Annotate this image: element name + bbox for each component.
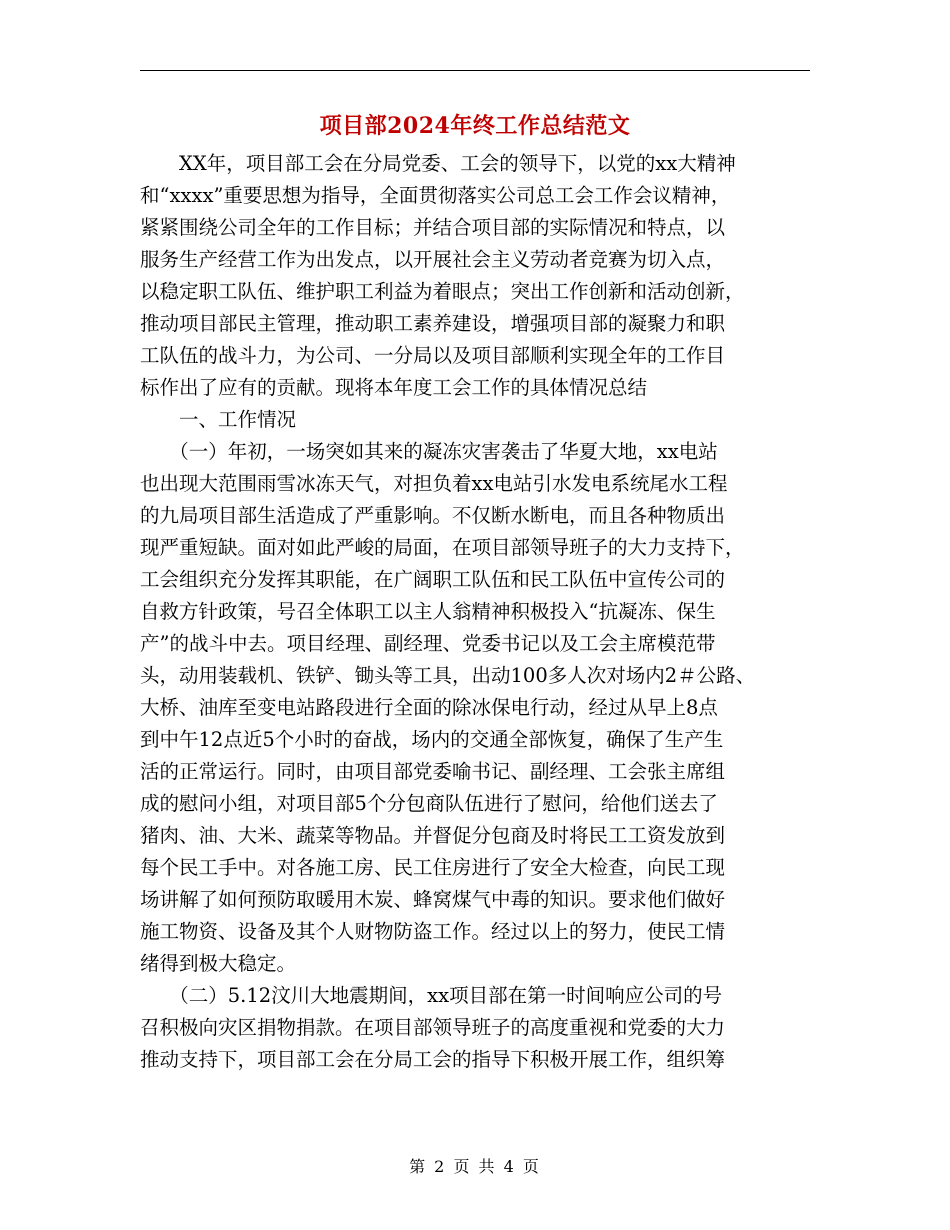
body-text-line: 以稳定职工队伍、维护职工利益为着眼点；突出工作创新和活动创新， [140, 280, 745, 303]
body-text-line: 场讲解了如何预防取暖用木炭、蜂窝煤气中毒的知识。要求他们做好 [140, 888, 726, 911]
body-text-line: 绪得到极大稳定。 [140, 952, 297, 975]
body-text-line: 施工物资、设备及其个人财物防盗工作。经过以上的努力，使民工情 [140, 920, 726, 943]
body-text-line: （二）5.12汶川大地震期间，xx项目部在第一时间响应公司的号 [140, 984, 723, 1007]
body-text-line: 的九局项目部生活造成了严重影响。不仅断水断电，而且各种物质出 [140, 504, 726, 527]
body-text-line: 现严重短缺。面对如此严峻的局面，在项目部领导班子的大力支持下， [140, 536, 745, 559]
body-text-line: 也出现大范围雨雪冰冻天气，对担负着xx电站引水发电系统尾水工程 [140, 472, 728, 495]
body-text-line: 一、工作情况 [140, 408, 297, 431]
body-text-line: 每个民工手中。对各施工房、民工住房进行了安全大检查，向民工现 [140, 856, 726, 879]
body-text-line: 成的慰问小组，对项目部5个分包商队伍进行了慰问，给他们送去了 [140, 792, 718, 815]
body-text-line: XX年，项目部工会在分局党委、工会的领导下，以党的xx大精神 [140, 152, 736, 175]
body-text-line: 工队伍的战斗力，为公司、一分局以及项目部顺利实现全年的工作目 [140, 344, 726, 367]
body-text-line: 自救方针政策，号召全体职工以主人翁精神积极投入“抗凝冻、保生 [140, 600, 716, 623]
document-body [140, 148, 812, 1076]
body-text-line: 推动项目部民主管理，推动职工素养建设，增强项目部的凝聚力和职 [140, 312, 726, 335]
body-text-line: 大桥、油库至变电站路段进行全面的除冰保电行动，经过从早上8点 [140, 696, 718, 719]
document-title: 项目部2024年终工作总结范文 [319, 113, 631, 139]
body-text-line: 到中午12点近5个小时的奋战，场内的交通全部恢复，确保了生产生 [140, 728, 724, 751]
body-text-line: （一）年初，一场突如其来的凝冻灾害袭击了华夏大地，xx电站 [140, 440, 718, 463]
body-text-line: 猪肉、油、大米、蔬菜等物品。并督促分包商及时将民工工资发放到 [140, 824, 726, 847]
body-text-line: 和“xxxx”重要思想为指导，全面贯彻落实公司总工会工作会议精神， [140, 184, 731, 207]
body-text-line: 推动支持下，项目部工会在分局工会的指导下积极开展工作，组织筹 [140, 1048, 726, 1071]
header-rule [140, 70, 810, 71]
body-text-line: 工会组织充分发挥其职能，在广阔职工队伍和民工队伍中宣传公司的 [140, 568, 726, 591]
body-text-line: 产”的战斗中去。项目经理、副经理、党委书记以及工会主席模范带 [140, 632, 716, 655]
page-number: 第 2 页 共 4 页 [409, 1157, 541, 1176]
body-text-line: 头，动用装载机、铁铲、锄头等工具，出动100多人次对场内2＃公路、 [140, 664, 756, 687]
body-text-line: 召积极向灾区捐物捐款。在项目部领导班子的高度重视和党委的大力 [140, 1016, 726, 1039]
body-text-line: 服务生产经营工作为出发点，以开展社会主义劳动者竞赛为切入点， [140, 248, 726, 271]
body-text-line: 紧紧围绕公司全年的工作目标；并结合项目部的实际情况和特点，以 [140, 216, 726, 239]
body-text-line: 活的正常运行。同时，由项目部党委喻书记、副经理、工会张主席组 [140, 760, 726, 783]
body-text-line: 标作出了应有的贡献。现将本年度工会工作的具体情况总结 [140, 376, 648, 399]
